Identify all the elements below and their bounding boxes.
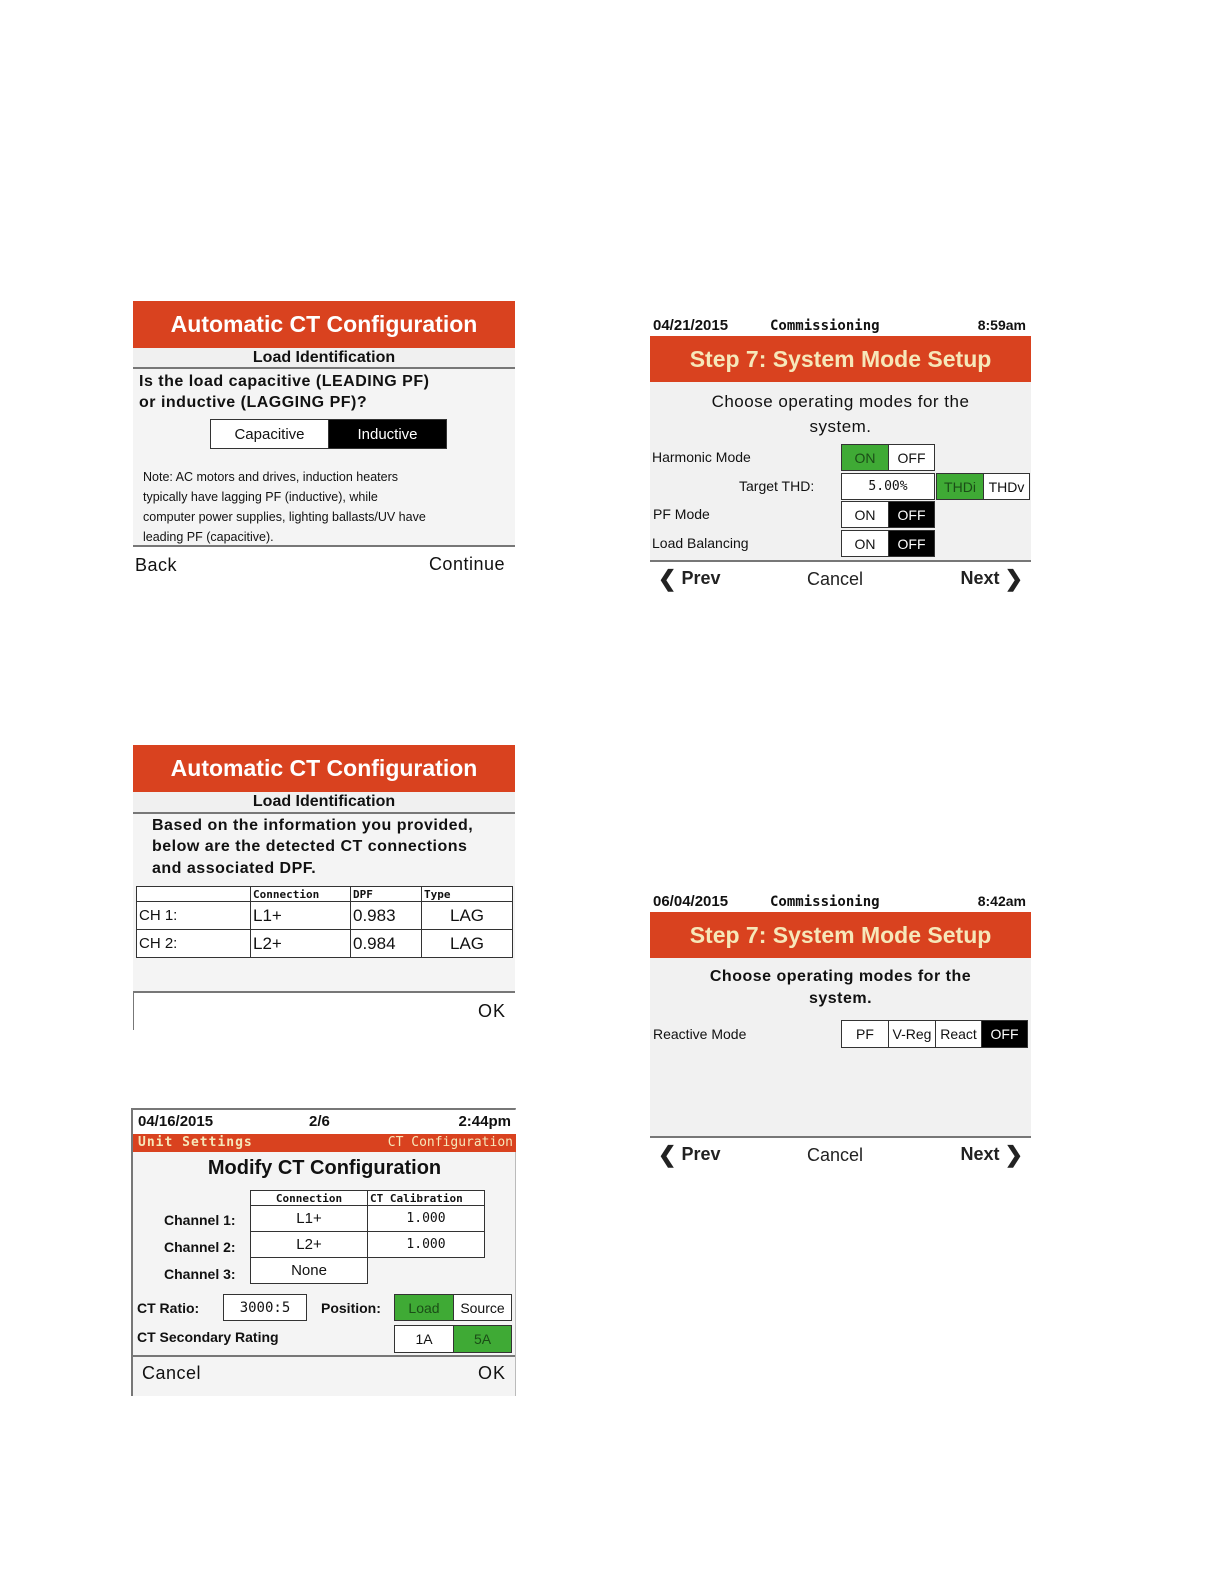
prev-label: Prev xyxy=(681,568,721,588)
cancel-button[interactable]: Cancel xyxy=(807,1145,864,1165)
table-row xyxy=(137,902,513,930)
status-date: 04/16/2015 xyxy=(138,1113,214,1130)
secondary-rating-toggle[interactable] xyxy=(394,1325,512,1353)
harmonic-on-option[interactable]: ON xyxy=(842,445,888,470)
status-date: 06/04/2015 xyxy=(653,893,729,910)
chevron-left-icon: ❮ xyxy=(658,566,677,592)
channel-2-label: Channel 2: xyxy=(164,1239,236,1255)
status-time: 2:44pm xyxy=(458,1113,511,1130)
harmonic-mode-toggle[interactable] xyxy=(841,444,935,471)
target-thd-label: Target THD: xyxy=(739,478,815,494)
table-header-row xyxy=(251,1191,485,1206)
secondary-5a-option[interactable]: 5A xyxy=(453,1326,511,1352)
secondary-1a-option[interactable]: 1A xyxy=(415,1331,433,1347)
info-line-3: and associated DPF. xyxy=(152,860,317,877)
screen-title: Automatic CT Configuration xyxy=(133,745,515,792)
calibration-column-header: CT Calibration xyxy=(368,1191,485,1206)
ct-channel-table xyxy=(250,1190,485,1284)
dpf-cell: 0.984 xyxy=(351,930,422,958)
channel-2-calibration[interactable]: 1.000 xyxy=(368,1232,485,1258)
lb-off-option[interactable]: OFF xyxy=(888,531,934,556)
dpf-cell: 0.983 xyxy=(351,902,422,930)
connection-column-header: Connection xyxy=(251,1191,368,1206)
question-line-2: or inductive (LAGGING PF)? xyxy=(139,394,368,411)
column-header: Type xyxy=(422,887,513,902)
position-toggle[interactable] xyxy=(394,1294,512,1321)
type-cell: LAG xyxy=(422,930,513,958)
system-mode-setup-screen-2 xyxy=(650,890,1031,1175)
reactive-mode-label: Reactive Mode xyxy=(653,1026,747,1042)
screen-title: Step 7: System Mode Setup xyxy=(650,336,1031,382)
note-line: computer power supplies, lighting ballasts/UV have xyxy=(143,510,426,524)
note-line: typically have lagging PF (inductive), while xyxy=(143,490,378,504)
prev-button[interactable] xyxy=(658,1142,721,1168)
status-time: 8:42am xyxy=(977,893,1026,909)
cancel-button[interactable]: Cancel xyxy=(807,569,864,589)
reactive-vreg-option[interactable]: V-Reg xyxy=(888,1021,935,1047)
instruction-line-2: system. xyxy=(809,417,872,436)
reactive-mode-toggle[interactable] xyxy=(841,1020,1028,1048)
harmonic-off-option[interactable]: OFF xyxy=(888,445,934,470)
ct-ratio-value: 3000:5 xyxy=(239,1299,291,1316)
continue-button[interactable]: Continue xyxy=(428,554,505,574)
target-thd-value: 5.00% xyxy=(868,479,908,494)
channel-1-label: Channel 1: xyxy=(164,1212,236,1228)
reactive-react-option[interactable]: React xyxy=(935,1021,981,1047)
table-row xyxy=(251,1258,485,1284)
load-balancing-toggle[interactable] xyxy=(841,530,935,557)
chevron-right-icon: ❯ xyxy=(1004,566,1023,592)
chevron-right-icon: ❯ xyxy=(1004,1142,1023,1168)
reactive-off-option[interactable]: OFF xyxy=(981,1021,1027,1047)
auto-ct-config-screen-2 xyxy=(133,745,515,1030)
load-type-toggle[interactable] xyxy=(210,419,447,449)
channel-cell: CH 1: xyxy=(137,902,251,930)
back-button[interactable]: Back xyxy=(135,555,178,575)
load-balancing-label: Load Balancing xyxy=(652,535,749,551)
channel-cell: CH 2: xyxy=(137,930,251,958)
connection-cell: L2+ xyxy=(251,930,351,958)
pf-on-option[interactable]: ON xyxy=(854,506,876,523)
thd-type-toggle[interactable] xyxy=(936,473,1030,500)
cancel-button[interactable]: Cancel xyxy=(142,1363,202,1383)
channel-3-connection[interactable]: None xyxy=(251,1258,368,1284)
pf-mode-label: PF Mode xyxy=(653,506,710,522)
status-time: 8:59am xyxy=(977,317,1026,333)
note-line: Note: AC motors and drives, induction heaters xyxy=(143,470,398,484)
thdv-option[interactable]: THDv xyxy=(983,474,1029,499)
lb-on-option[interactable]: ON xyxy=(854,535,876,552)
screen-subtitle: Load Identification xyxy=(133,792,515,812)
channel-2-connection[interactable]: L2+ xyxy=(251,1232,368,1258)
channel-3-calibration-empty xyxy=(368,1258,485,1284)
question-line-1: Is the load capacitive (LEADING PF) xyxy=(139,373,430,390)
modify-ct-config-screen xyxy=(131,1108,516,1396)
ct-ratio-input[interactable] xyxy=(223,1294,307,1321)
thdi-option[interactable]: THDi xyxy=(937,474,983,499)
table-row xyxy=(251,1206,485,1232)
screen-subtitle: Load Identification xyxy=(133,348,515,367)
next-label: Next xyxy=(960,1144,1000,1164)
breadcrumb-unit-settings[interactable]: Unit Settings xyxy=(138,1135,253,1150)
breadcrumb-ct-configuration: CT Configuration xyxy=(387,1135,513,1150)
ct-ratio-label: CT Ratio: xyxy=(137,1300,200,1316)
connection-cell: L1+ xyxy=(251,902,351,930)
instruction-line-1: Choose operating modes for the xyxy=(711,392,970,411)
prev-button[interactable] xyxy=(658,566,721,592)
position-label: Position: xyxy=(321,1300,381,1316)
reactive-pf-option[interactable]: PF xyxy=(856,1026,874,1042)
position-source-option[interactable]: Source xyxy=(453,1295,511,1320)
column-header: Connection xyxy=(251,887,351,902)
pf-mode-toggle[interactable] xyxy=(841,501,935,528)
auto-ct-config-screen-1 xyxy=(133,301,515,586)
type-cell: LAG xyxy=(422,902,513,930)
note-text xyxy=(143,467,426,547)
status-mode: Commissioning xyxy=(770,894,880,910)
harmonic-mode-label: Harmonic Mode xyxy=(652,449,751,465)
column-header xyxy=(137,887,251,902)
channel-1-calibration[interactable]: 1.000 xyxy=(368,1206,485,1232)
system-mode-setup-screen-1 xyxy=(650,314,1031,599)
chevron-left-icon: ❮ xyxy=(658,1142,677,1168)
capacitive-option[interactable]: Capacitive xyxy=(234,425,305,443)
column-header: DPF xyxy=(351,887,422,902)
prev-label: Prev xyxy=(681,1144,721,1164)
table-row xyxy=(251,1232,485,1258)
screen-title: Step 7: System Mode Setup xyxy=(650,912,1031,958)
ok-button[interactable]: OK xyxy=(477,1363,506,1383)
table-row xyxy=(137,930,513,958)
table-header-row xyxy=(137,887,513,902)
next-button[interactable] xyxy=(960,1142,1023,1168)
info-line-2: below are the detected CT connections xyxy=(152,838,468,855)
status-page: 2/6 xyxy=(309,1113,330,1130)
info-line-1: Based on the information you provided, xyxy=(152,817,474,834)
screen-title: Automatic CT Configuration xyxy=(133,301,515,348)
inductive-option[interactable]: Inductive xyxy=(328,420,446,448)
next-button[interactable] xyxy=(960,566,1023,592)
note-line: leading PF (capacitive). xyxy=(143,530,274,544)
pf-off-option[interactable]: OFF xyxy=(888,502,934,527)
position-load-option[interactable]: Load xyxy=(395,1295,453,1320)
instruction-line-1: Choose operating modes for the xyxy=(709,968,972,985)
target-thd-input[interactable] xyxy=(841,473,935,500)
channel-3-label: Channel 3: xyxy=(164,1266,236,1282)
status-mode: Commissioning xyxy=(770,318,880,334)
status-date: 04/21/2015 xyxy=(653,317,729,334)
screen-title: Modify CT Configuration xyxy=(207,1157,442,1179)
secondary-rating-label: CT Secondary Rating xyxy=(137,1329,279,1345)
ok-button[interactable]: OK xyxy=(477,1001,506,1021)
channel-1-connection[interactable]: L1+ xyxy=(251,1206,368,1232)
ct-connections-table xyxy=(136,886,513,958)
instruction-line-2: system. xyxy=(808,990,873,1007)
next-label: Next xyxy=(960,568,1000,588)
